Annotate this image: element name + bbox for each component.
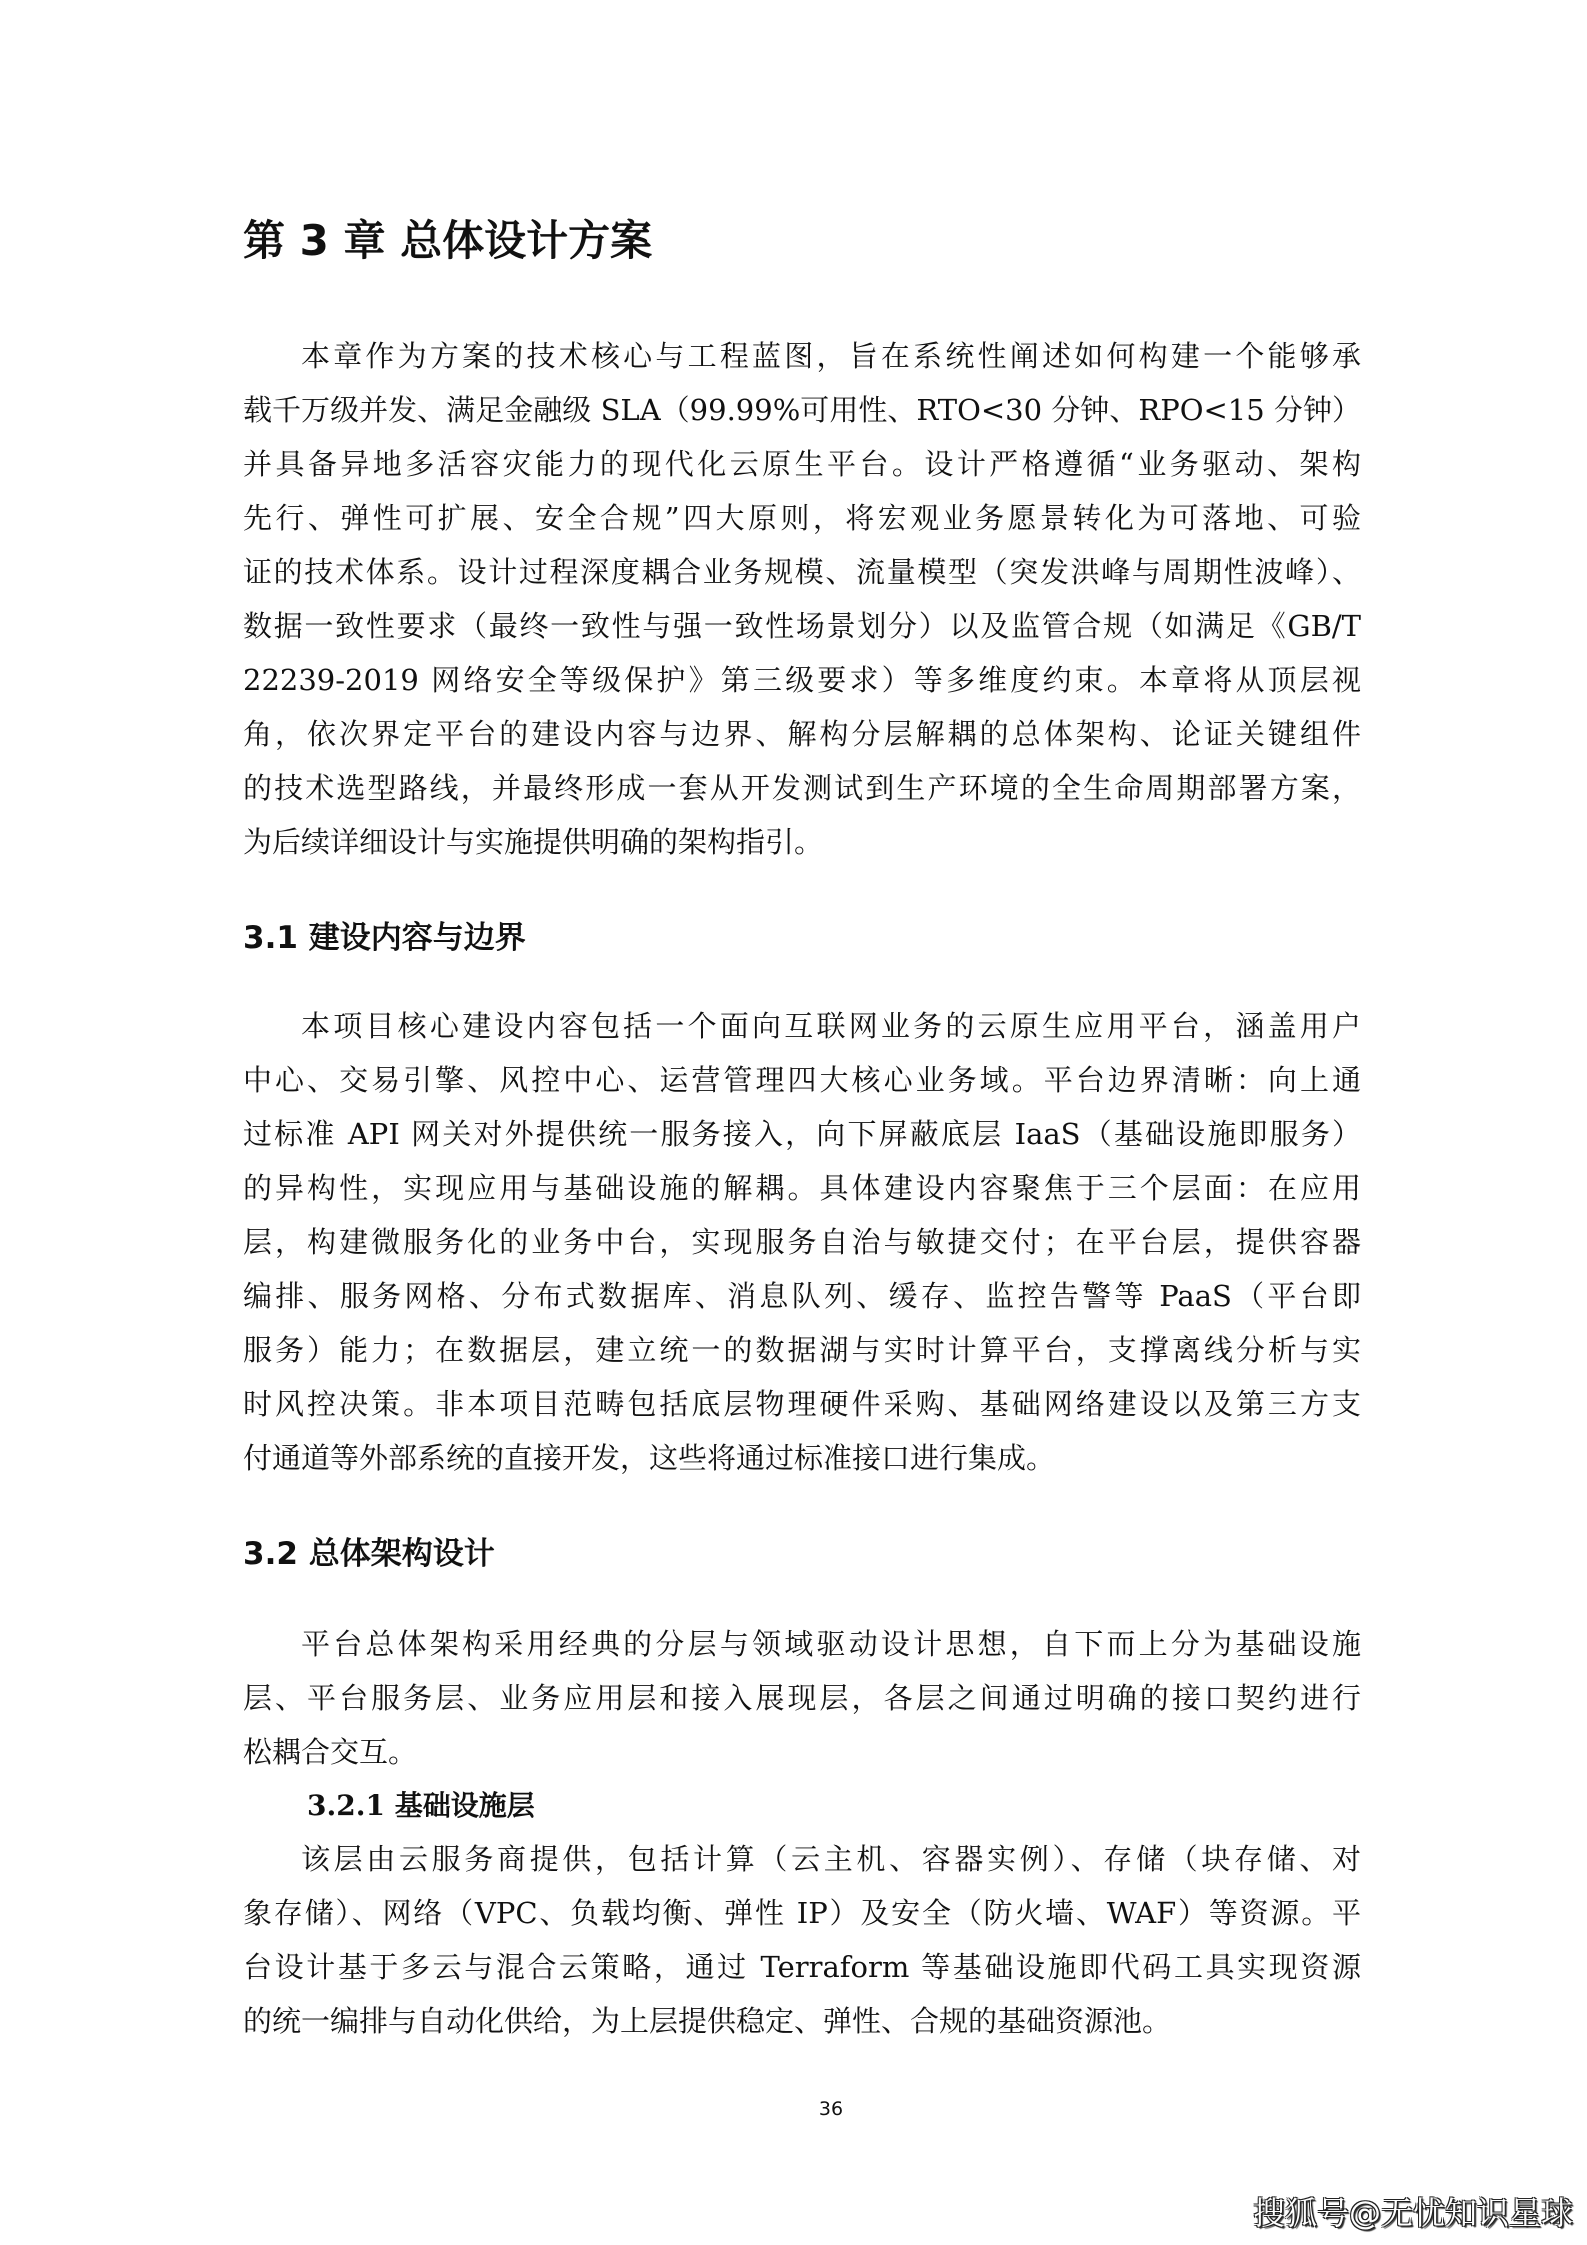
text-line: 数据一致性要求（最终一致性与强一致性场景划分）以及监管合规（如满足《GB/T	[243, 609, 1361, 643]
text-line: 角，依次界定平台的建设内容与边界、解构分层解耦的总体架构、论证关键组件	[243, 717, 1361, 751]
text-line: 本项目核心建设内容包括一个面向互联网业务的云原生应用平台，涵盖用户	[301, 1009, 1361, 1043]
chapter-title: 第 3 章 总体设计方案	[243, 216, 653, 265]
section-3-1-paragraph	[243, 999, 1361, 1485]
section-3-2-1-paragraph	[243, 1832, 1361, 2048]
text-line: 编排、服务网格、分布式数据库、消息队列、缓存、监控告警等 PaaS（平台即	[243, 1279, 1361, 1313]
text-line: 22239-2019 网络安全等级保护》第三级要求）等多维度约束。本章将从顶层视	[243, 663, 1361, 697]
text-line: 平台总体架构采用经典的分层与领域驱动设计思想，自下而上分为基础设施	[301, 1627, 1361, 1661]
text-line: 服务）能力；在数据层，建立统一的数据湖与实时计算平台，支撑离线分析与实	[243, 1333, 1361, 1367]
text-line: 松耦合交互。	[243, 1735, 418, 1769]
text-line: 付通道等外部系统的直接开发，这些将通过标准接口进行集成。	[243, 1441, 1056, 1475]
text-line: 为后续详细设计与实施提供明确的架构指引。	[243, 825, 824, 859]
text-line: 的技术选型路线，并最终形成一套从开发测试到生产环境的全生命周期部署方案，	[243, 771, 1361, 805]
text-line: 过标准 API 网关对外提供统一服务接入，向下屏蔽底层 IaaS（基础设施即服务）	[243, 1117, 1361, 1151]
section-3-2-heading: 3.2 总体架构设计	[243, 1536, 495, 1572]
watermark: 搜狐号@无忧知识星球	[1252, 2194, 1573, 2232]
text-line: 层、平台服务层、业务应用层和接入展现层，各层之间通过明确的接口契约进行	[243, 1681, 1361, 1715]
text-line: 中心、交易引擎、风控中心、运营管理四大核心业务域。平台边界清晰：向上通	[243, 1063, 1361, 1097]
text-line: 载千万级并发、满足金融级 SLA（99.99%可用性、RTO<30 分钟、RPO<15 分钟）	[243, 393, 1361, 427]
section-3-1-heading: 3.1 建设内容与边界	[243, 920, 526, 956]
text-line: 该层由云服务商提供，包括计算（云主机、容器实例）、存储（块存储、对	[301, 1842, 1361, 1876]
text-line: 象存储）、网络（VPC、负载均衡、弹性 IP）及安全（防火墙、WAF）等资源。平	[243, 1896, 1361, 1930]
page-number: 36	[818, 2098, 844, 2120]
text-line: 台设计基于多云与混合云策略，通过 Terraform 等基础设施即代码工具实现资源	[243, 1950, 1361, 1984]
text-line: 的异构性，实现应用与基础设施的解耦。具体建设内容聚焦于三个层面：在应用	[243, 1171, 1361, 1205]
text-line: 先行、弹性可扩展、安全合规”四大原则，将宏观业务愿景转化为可落地、可验	[243, 501, 1361, 535]
text-line: 并具备异地多活容灾能力的现代化云原生平台。设计严格遵循“业务驱动、架构	[243, 447, 1361, 481]
text-line: 层，构建微服务化的业务中台，实现服务自治与敏捷交付；在平台层，提供容器	[243, 1225, 1361, 1259]
text-line: 证的技术体系。设计过程深度耦合业务规模、流量模型（突发洪峰与周期性波峰）、	[243, 555, 1361, 589]
section-3-2-1-heading: 3.2.1 基础设施层	[307, 1789, 535, 1822]
section-3-2-paragraph	[243, 1617, 1361, 1779]
text-line: 本章作为方案的技术核心与工程蓝图，旨在系统性阐述如何构建一个能够承	[301, 339, 1361, 373]
text-line: 的统一编排与自动化供给，为上层提供稳定、弹性、合规的基础资源池。	[243, 2004, 1172, 2038]
text-line: 时风控决策。非本项目范畴包括底层物理硬件采购、基础网络建设以及第三方支	[243, 1387, 1361, 1421]
intro-paragraph	[243, 329, 1361, 869]
